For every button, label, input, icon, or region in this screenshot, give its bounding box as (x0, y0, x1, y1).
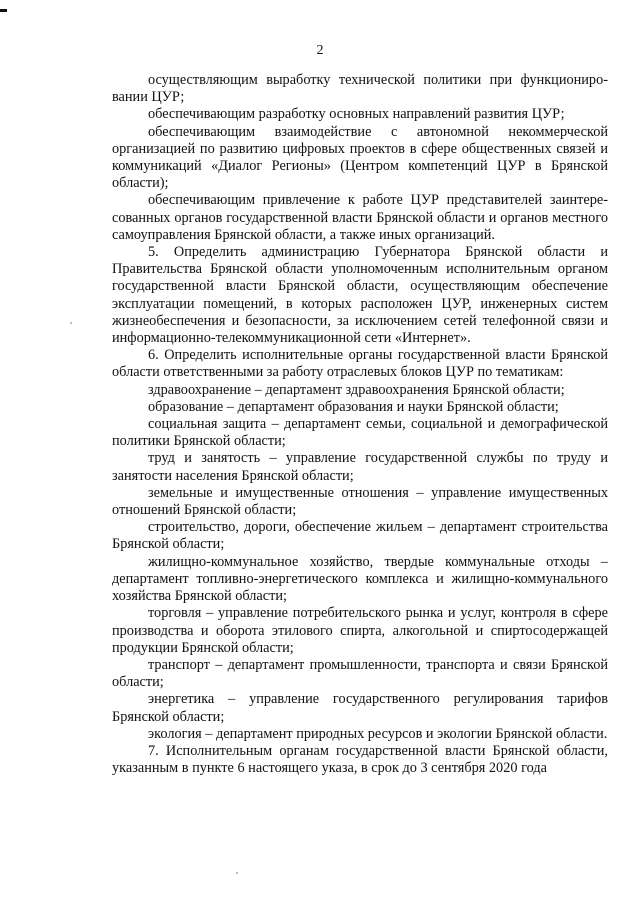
paragraph: земельные и имущественные отношения – управление имущественных отношений Брянской области; (112, 484, 608, 519)
paragraph: энергетика – управление государственного регулирования тарифов Брянской области; (112, 691, 608, 725)
paragraph: осуществляющим выработку технической политики при функционировании ЦУР; (112, 72, 608, 106)
paragraph: здравоохранение – департамент здравоохранения Брянской области; (148, 381, 565, 398)
paragraph: труд и занятость – управление государственной службы по труду и занятости населения Брянской области; (112, 450, 608, 484)
paragraph: социальная защита – департамент семьи, социальной и демографической политики Брянской области; (112, 416, 608, 450)
paragraph: обеспечивающим взаимодействие с автономной некоммерческой организацией по развитию цифровых проектов в сфере общественных связей и коммуникаций «Диалог Регионы» (Центром компетенций ЦУР в Брянской области); (112, 123, 608, 192)
scan-corner-mark (0, 9, 7, 12)
scan-speck (70, 322, 72, 324)
paragraph: 6. Определить исполнительные органы государственной власти Брянской области ответственными за работу отраслевых блоков ЦУР по тематикам: (112, 347, 608, 381)
paragraph: торговля – управление потребительского рынка и услуг, контроля в сфере производства и оборота этилового спирта, алкогольной и спиртосодержащей продукции Брянской области; (112, 605, 608, 656)
paragraph: обеспечивающим привлечение к работе ЦУР представителей заинтересованных органов государственной власти Брянской области и органов местного самоуправления Брянской области, а также иных организаций. (112, 192, 608, 243)
paragraph: 7. Исполнительным органам государственной власти Брянской области, указанным в пункте 6 настоящего указа, в срок до 3 сентября 2020 года (112, 742, 608, 777)
paragraph: транспорт – департамент промышленности, транспорта и связи Брянской области; (112, 656, 608, 691)
paragraph: образование – департамент образования и науки Брянской области; (148, 398, 559, 415)
paragraph: строительство, дороги, обеспечение жильем – департамент строительства Брянской области; (112, 519, 608, 553)
document-body (112, 72, 608, 777)
paragraph: обеспечивающим разработку основных направлений развития ЦУР; (148, 106, 565, 123)
paragraph: жилищно-коммунальное хозяйство, твердые коммунальные отходы – департамент топливно-энергетического комплекса и жилищно-коммунального хозяйства Брянской области; (112, 553, 608, 605)
scan-speck (236, 872, 238, 874)
paragraph: экология – департамент природных ресурсов и экологии Брянской области. (148, 725, 608, 742)
paragraph: 5. Определить администрацию Губернатора Брянской области и Правительства Брянской области уполномоченным исполнительным органом государственной власти Брянской области, осуществляющим обеспечение эксплуатации помещений, в которых расположен ЦУР, инженерных систем жизнеобеспечения и безопасности, за исключением сетей телефонной связи и информационно-телекоммуникационной сети «Интернет». (112, 244, 608, 347)
page-number: 2 (316, 43, 324, 58)
